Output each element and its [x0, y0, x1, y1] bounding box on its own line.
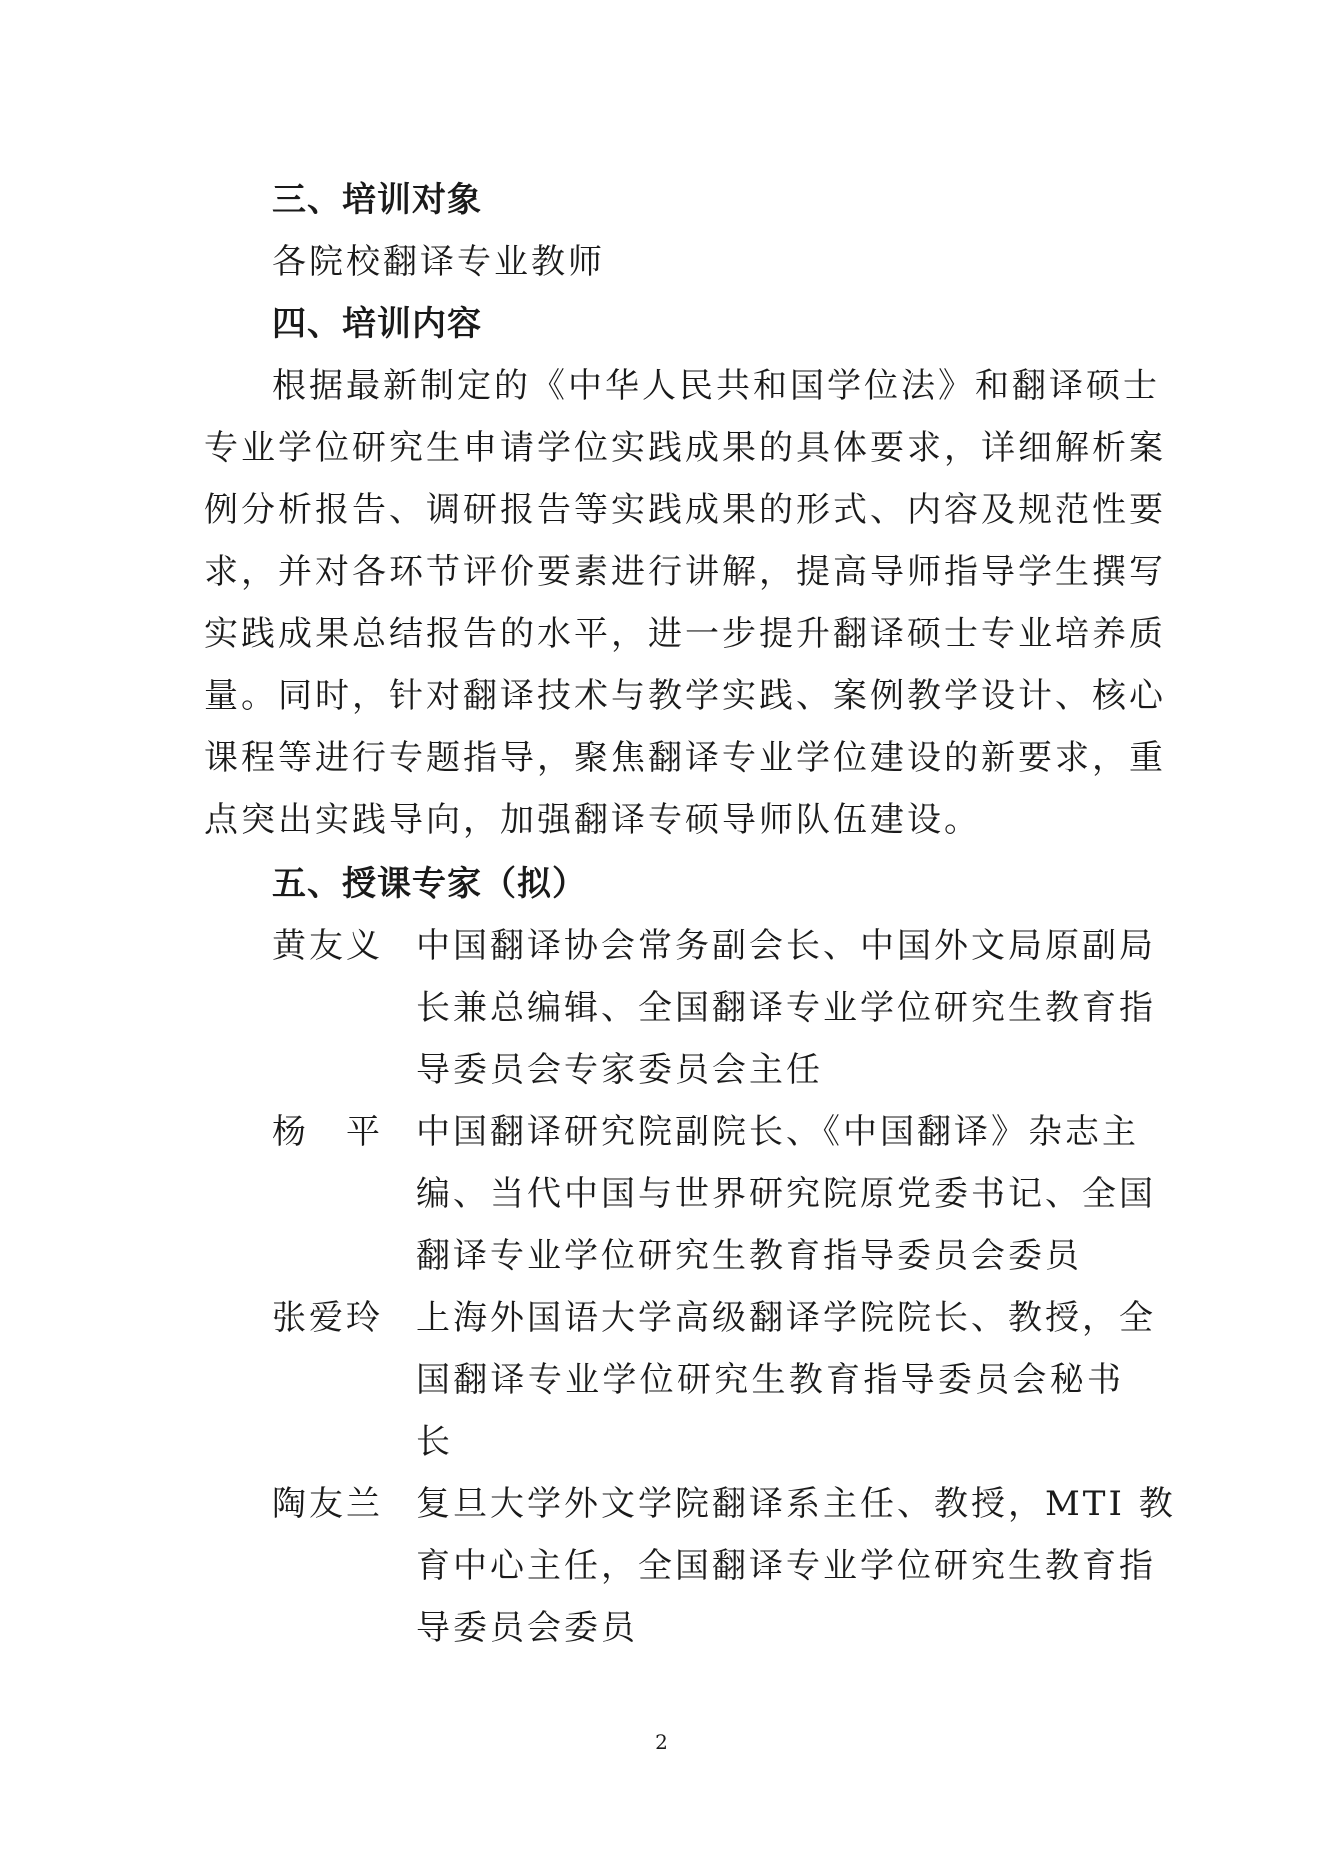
paragraph-line: 课程等进行专题指导，聚焦翻译专业学位建设的新要求，重: [204, 738, 1166, 778]
expert-description-line: 育中心主任，全国翻译专业学位研究生教育指: [416, 1546, 1156, 1586]
section-heading-experts: 五、授课专家（拟）: [272, 864, 587, 904]
paragraph-line: 求，并对各环节评价要素进行讲解，提高导师指导学生撰写: [204, 552, 1166, 592]
section-heading-training-target: 三、培训对象: [272, 180, 482, 220]
paragraph-line: 实践成果总结报告的水平，进一步提升翻译硕士专业培养质: [204, 614, 1166, 654]
paragraph-line: 根据最新制定的《中华人民共和国学位法》和翻译硕士: [272, 366, 1160, 406]
training-target-text: 各院校翻译专业教师: [272, 242, 605, 282]
expert-description-line: 导委员会委员: [416, 1608, 638, 1648]
paragraph-line: 专业学位研究生申请学位实践成果的具体要求，详细解析案: [204, 428, 1166, 468]
section-heading-training-content: 四、培训内容: [272, 304, 482, 344]
expert-description-line: 长: [416, 1422, 453, 1462]
expert-description-line: 中国翻译协会常务副会长、中国外文局原副局: [416, 926, 1156, 966]
paragraph-line: 量。同时，针对翻译技术与教学实践、案例教学设计、核心: [204, 676, 1166, 716]
paragraph-line: 例分析报告、调研报告等实践成果的形式、内容及规范性要: [204, 490, 1166, 530]
page-number: 2: [655, 1730, 668, 1754]
paragraph-line: 点突出实践导向，加强翻译专硕导师队伍建设。: [204, 800, 981, 840]
expert-description-line: 翻译专业学位研究生教育指导委员会委员: [416, 1236, 1082, 1276]
expert-description-line: 国翻译专业学位研究生教育指导委员会秘书: [416, 1360, 1124, 1400]
expert-description-line: 复旦大学外文学院翻译系主任、教授，MTI 教: [416, 1484, 1176, 1524]
expert-description-line: 长兼总编辑、全国翻译专业学位研究生教育指: [416, 988, 1156, 1028]
expert-name: 张爱玲: [272, 1298, 383, 1338]
expert-description-line: 上海外国语大学高级翻译学院院长、教授，全: [416, 1298, 1156, 1338]
expert-description-line: 中国翻译研究院副院长、《中国翻译》杂志主: [416, 1112, 1139, 1152]
expert-description-line: 编、当代中国与世界研究院原党委书记、全国: [416, 1174, 1156, 1214]
expert-name: 陶友兰: [272, 1484, 383, 1524]
expert-name: 黄友义: [272, 926, 383, 966]
expert-description-line: 导委员会专家委员会主任: [416, 1050, 823, 1090]
expert-name: 杨 平: [272, 1112, 383, 1152]
